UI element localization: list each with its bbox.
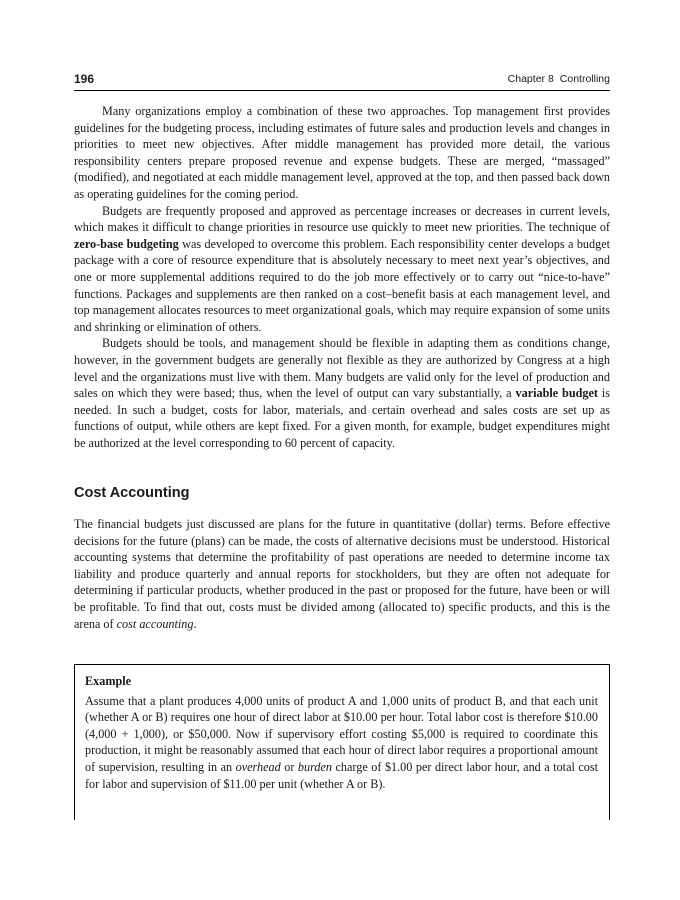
- cost-accounting-section: [74, 516, 610, 632]
- text-run: charge of $1.00 per direct labor hour, and a total cost for labor and supervision of $11.00 per unit (whether A or B).: [85, 759, 599, 791]
- text-run: is needed. In such a budget, costs for labor, materials, and certain overhead and sales costs are set up as functions of output, while others are kept fixed. For a given month, for example, budget expenditures might be authorized at the level corresponding to 60 percent of capacity.: [74, 386, 611, 450]
- chapter-title: Controlling: [559, 73, 610, 85]
- key-term-burden: burden: [297, 759, 332, 774]
- paragraph-zero-base-budgeting: [74, 203, 610, 336]
- example-content: [85, 673, 598, 792]
- key-term-zero-base-budgeting: zero-base budgeting: [74, 236, 179, 251]
- text-run: or: [280, 759, 298, 774]
- paragraph-combination-approaches: Many organizations employ a combination of these two approaches. Top management first provides guidelines for the budgeting process, including estimates of future sales and production levels and changes in priorities to meet new objectives. After middle management has provided more detail, the various responsibility centers prepare proposed revenue and expense budgets. These are merged, “massaged” (modified), and negotiated at each middle management level, approved at the top, and then passed back down as operating guidelines for the coming period.: [74, 104, 610, 201]
- intro-section: [74, 103, 610, 451]
- text-run: Assume that a plant produces 4,000 units of product A and 1,000 units of product B, and that each unit (whether A or B) requires one hour of direct labor at $10.00 per hour. Total labor cost is therefore $10.00 (4,000 + 1,000), or $50,000. Now if supervisory effort costing $5,000 is required to coordinate this production, it might be reasonably assumed that each hour of direct labor requires a proportional amount of supervision, resulting in an: [85, 693, 598, 774]
- section-heading-cost-accounting: Cost Accounting: [74, 485, 190, 501]
- running-head: [508, 73, 610, 85]
- page-header: [74, 70, 610, 91]
- paragraph-cost-accounting: [74, 516, 610, 632]
- key-term-cost-accounting: cost accounting: [116, 616, 194, 631]
- text-run: The financial budgets just discussed are plans for the future in quantitative (dollar) terms. Before effective decisions for the future (plans) can be made, the costs of alternative decisions must be understood. Historical accounting systems that determine the profitability of past operations are needed to determine income tax liability and produce quarterly and annual reports for stockholders, but they are often not adequate for determining if particular products, whether produced in the past or proposed for the future, have been or will be profitable. To find that out, costs must be divided among (allocated to) specific products, and this is the arena of: [74, 517, 610, 631]
- key-term-variable-budget: variable budget: [515, 386, 598, 401]
- example-text: [85, 693, 598, 793]
- key-term-overhead: overhead: [235, 759, 281, 774]
- text-run: Budgets should be tools, and management should be flexible in adapting them as conditions change, however, in the government budgets are generally not flexible as they are authorized by Congress at a high level and the organizations must live with them. Many budgets are valid only for the level of production and sales on which they were based; thus, when the level of output can vary substantially, a: [74, 336, 610, 401]
- text-run: was developed to overcome this problem. Each responsibility center develops a budget package with a core of resource expenditure that is absolutely necessary to meet next year’s objectives, and one or more supplemental additions required to do the job more effectively or to carry out “nice-to-have” functions. Packages and supplements are then ranked on a cost–benefit basis at each management level, and top management allocates resources to meet organizational goals, which may require expansion of some units and shrinking or elimination of others.: [74, 236, 610, 334]
- text-run: Budgets are frequently proposed and approved as percentage increases or decreases in current levels, which makes it difficult to change priorities in resource use quickly to meet new priorities. The technique of: [74, 203, 610, 235]
- paragraph-variable-budget: [74, 335, 610, 451]
- page-number: 196: [74, 72, 95, 86]
- chapter-number: Chapter 8: [507, 73, 554, 85]
- example-title: Example: [85, 674, 132, 688]
- text-run: .: [193, 616, 197, 631]
- example-box: [74, 664, 610, 820]
